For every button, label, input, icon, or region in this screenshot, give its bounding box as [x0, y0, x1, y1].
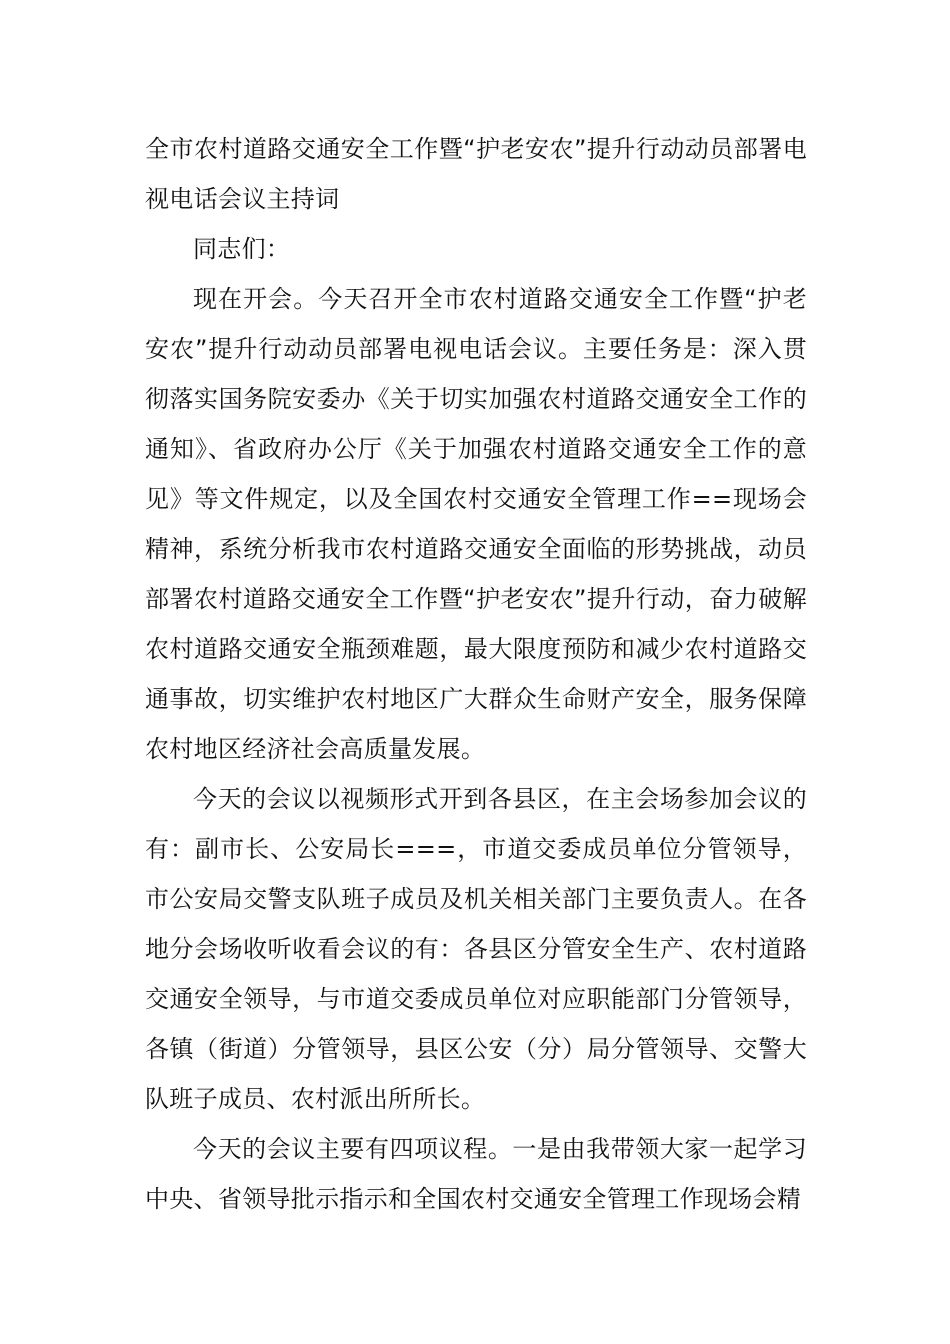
paragraph-3: 今天的会议主要有四项议程。一是由我带领大家一起学习中央、省领导批示指示和全国农村交通安全管理工作现场会精 — [145, 1135, 807, 1213]
paragraph-2: 今天的会议以视频形式开到各县区，在主会场参加会议的有：副市长、公安局长===，市道交委成员单位分管领导，市公安局交警支队班子成员及机关相关部门主要负责人。在各地分会场收听收看会议的有：各县区分管安全生产、农村道路交通安全领导，与市道交委成员单位对应职能部门分管领导，各镇（街道）分管领导，县区公安（分）局分管领导、交警大队班子成员、农村派出所所长。 — [145, 785, 807, 1113]
document-title: 全市农村道路交通安全工作暨“护老安农”提升行动动员部署电视电话会议主持词 — [145, 135, 807, 213]
paragraph-1: 现在开会。今天召开全市农村道路交通安全工作暨“护老安农”提升行动动员部署电视电话会议。主要任务是：深入贯彻落实国务院安委办《关于切实加强农村道路交通安全工作的通知》、省政府办公厅《关于加强农村道路交通安全工作的意见》等文件规定，以及全国农村交通安全管理工作==现场会精神，系统分析我市农村道路交通安全面临的形势挑战，动员部署农村道路交通安全工作暨“护老安农”提升行动，奋力破解农村道路交通安全瓶颈难题，最大限度预防和减少农村道路交通事故，切实维护农村地区广大群众生命财产安全，服务保障农村地区经济社会高质量发展。 — [145, 285, 807, 763]
salutation: 同志们： — [193, 235, 291, 263]
document-body — [145, 124, 807, 1224]
